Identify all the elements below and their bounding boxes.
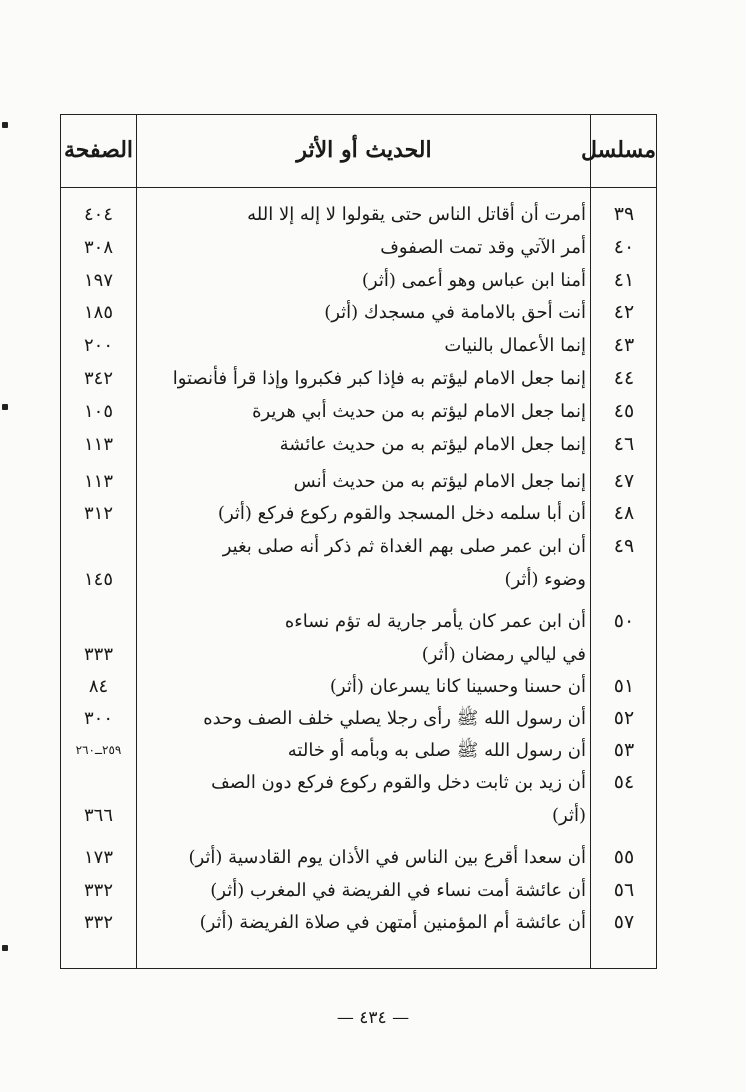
hadith-text-continued: وضوء (أثر) xyxy=(504,569,586,590)
page-reference: ٣٦٦ xyxy=(83,805,113,826)
column-divider xyxy=(590,115,591,968)
page-reference: ٣١٢ xyxy=(83,503,113,524)
hadith-text: إنما جعل الامام ليؤتم به من حديث عائشة xyxy=(279,434,586,455)
serial-number: ٤٠ xyxy=(613,236,635,258)
serial-number: ٥٦ xyxy=(613,879,635,901)
column-divider xyxy=(136,115,137,968)
hadith-text: أمر الآتي وقد تمت الصفوف xyxy=(380,237,586,258)
header-page: الصفحة xyxy=(63,137,134,163)
serial-number: ٥١ xyxy=(613,675,635,697)
serial-number: ٥٢ xyxy=(613,707,635,729)
serial-number: ٤٩ xyxy=(613,535,635,557)
index-table xyxy=(60,114,657,969)
page-reference: ١١٣ xyxy=(83,434,113,455)
serial-number: ٥٣ xyxy=(613,739,635,761)
page-reference: ١٩٧ xyxy=(83,270,113,291)
header-serial: مسلسل xyxy=(581,137,656,163)
hadith-text: أن عائشة أمت نساء في الفريضة في المغرب (أثر) xyxy=(210,880,586,901)
hadith-text: أمنا ابن عباس وهو أعمى (أثر) xyxy=(361,270,586,291)
hadith-text: أمرت أن أقاتل الناس حتى يقولوا لا إله إلا الله xyxy=(247,204,586,225)
page-reference: ٢٥٩ــ٢٦٠ xyxy=(75,743,122,757)
serial-number: ٤٢ xyxy=(613,301,635,323)
hadith-text: إنما جعل الامام ليؤتم به من حديث أبي هريرة xyxy=(252,401,586,422)
serial-number: ٥٧ xyxy=(613,911,635,933)
hadith-text: أن رسول الله ﷺ صلى به وبأمه أو خالته xyxy=(287,740,586,761)
table-header xyxy=(61,115,656,188)
hadith-text: أن عائشة أم المؤمنين أمتهن في صلاة الفريضة (أثر) xyxy=(199,912,586,933)
serial-number: ٤٦ xyxy=(613,433,635,455)
serial-number: ٤١ xyxy=(613,269,635,291)
hadith-text: أن زيد بن ثابت دخل والقوم ركوع فركع دون الصف xyxy=(211,772,586,793)
hadith-text: أنت أحق بالامامة في مسجدك (أثر) xyxy=(324,302,586,323)
serial-number: ٥٠ xyxy=(613,610,635,632)
hadith-text: أن سعدا أقرع بين الناس في الأذان يوم القادسية (أثر) xyxy=(188,847,586,868)
page-reference: ١١٣ xyxy=(83,471,113,492)
page-reference: ٣٣٢ xyxy=(83,912,113,933)
page-reference: ١٧٣ xyxy=(83,847,113,868)
page-reference: ٨٤ xyxy=(88,676,109,697)
hadith-text: أن رسول الله ﷺ رأى رجلا يصلي خلف الصف وحده xyxy=(203,708,586,729)
page-number: — ٤٣٤ — xyxy=(336,1008,410,1028)
serial-number: ٤٣ xyxy=(613,334,635,356)
hadith-text: أن أبا سلمه دخل المسجد والقوم ركوع فركع (أثر) xyxy=(217,503,586,524)
page-reference: ٣٣٢ xyxy=(83,880,113,901)
hadith-text: أن حسنا وحسينا كانا يسرعان (أثر) xyxy=(329,676,586,697)
serial-number: ٤٨ xyxy=(613,502,635,524)
serial-number: ٤٤ xyxy=(613,367,635,389)
margin-mark xyxy=(2,404,8,410)
page-reference: ٢٠٠ xyxy=(83,335,113,356)
page-reference: ٣٤٢ xyxy=(83,368,113,389)
serial-number: ٣٩ xyxy=(613,203,635,225)
hadith-text-continued: (أثر) xyxy=(552,805,586,826)
page-reference: ٣٠٨ xyxy=(83,237,113,258)
serial-number: ٥٥ xyxy=(613,846,635,868)
hadith-text: إنما جعل الامام ليؤتم به فإذا كبر فكبروا وإذا قرأ فأنصتوا xyxy=(172,368,586,389)
hadith-text-continued: في ليالي رمضان (أثر) xyxy=(421,644,586,665)
margin-mark xyxy=(2,122,8,128)
page-reference: ٣٠٠ xyxy=(83,708,113,729)
hadith-text: إنما الأعمال بالنيات xyxy=(444,335,586,356)
page-reference: ١٨٥ xyxy=(83,302,113,323)
page-reference: ٤٠٤ xyxy=(83,204,113,225)
page-reference: ١٤٥ xyxy=(83,569,113,590)
header-hadith: الحديث أو الأثر xyxy=(296,137,432,163)
serial-number: ٤٥ xyxy=(613,400,635,422)
serial-number: ٤٧ xyxy=(613,470,635,492)
hadith-text: أن ابن عمر صلى بهم الغداة ثم ذكر أنه صلى بغير xyxy=(222,536,586,557)
hadith-text: إنما جعل الامام ليؤتم به من حديث أنس xyxy=(293,471,586,492)
page-reference: ٣٣٣ xyxy=(83,644,113,665)
margin-mark xyxy=(2,945,8,951)
hadith-text: أن ابن عمر كان يأمر جارية له تؤم نساءه xyxy=(284,611,586,632)
page-reference: ١٠٥ xyxy=(83,401,113,422)
serial-number: ٥٤ xyxy=(613,771,635,793)
